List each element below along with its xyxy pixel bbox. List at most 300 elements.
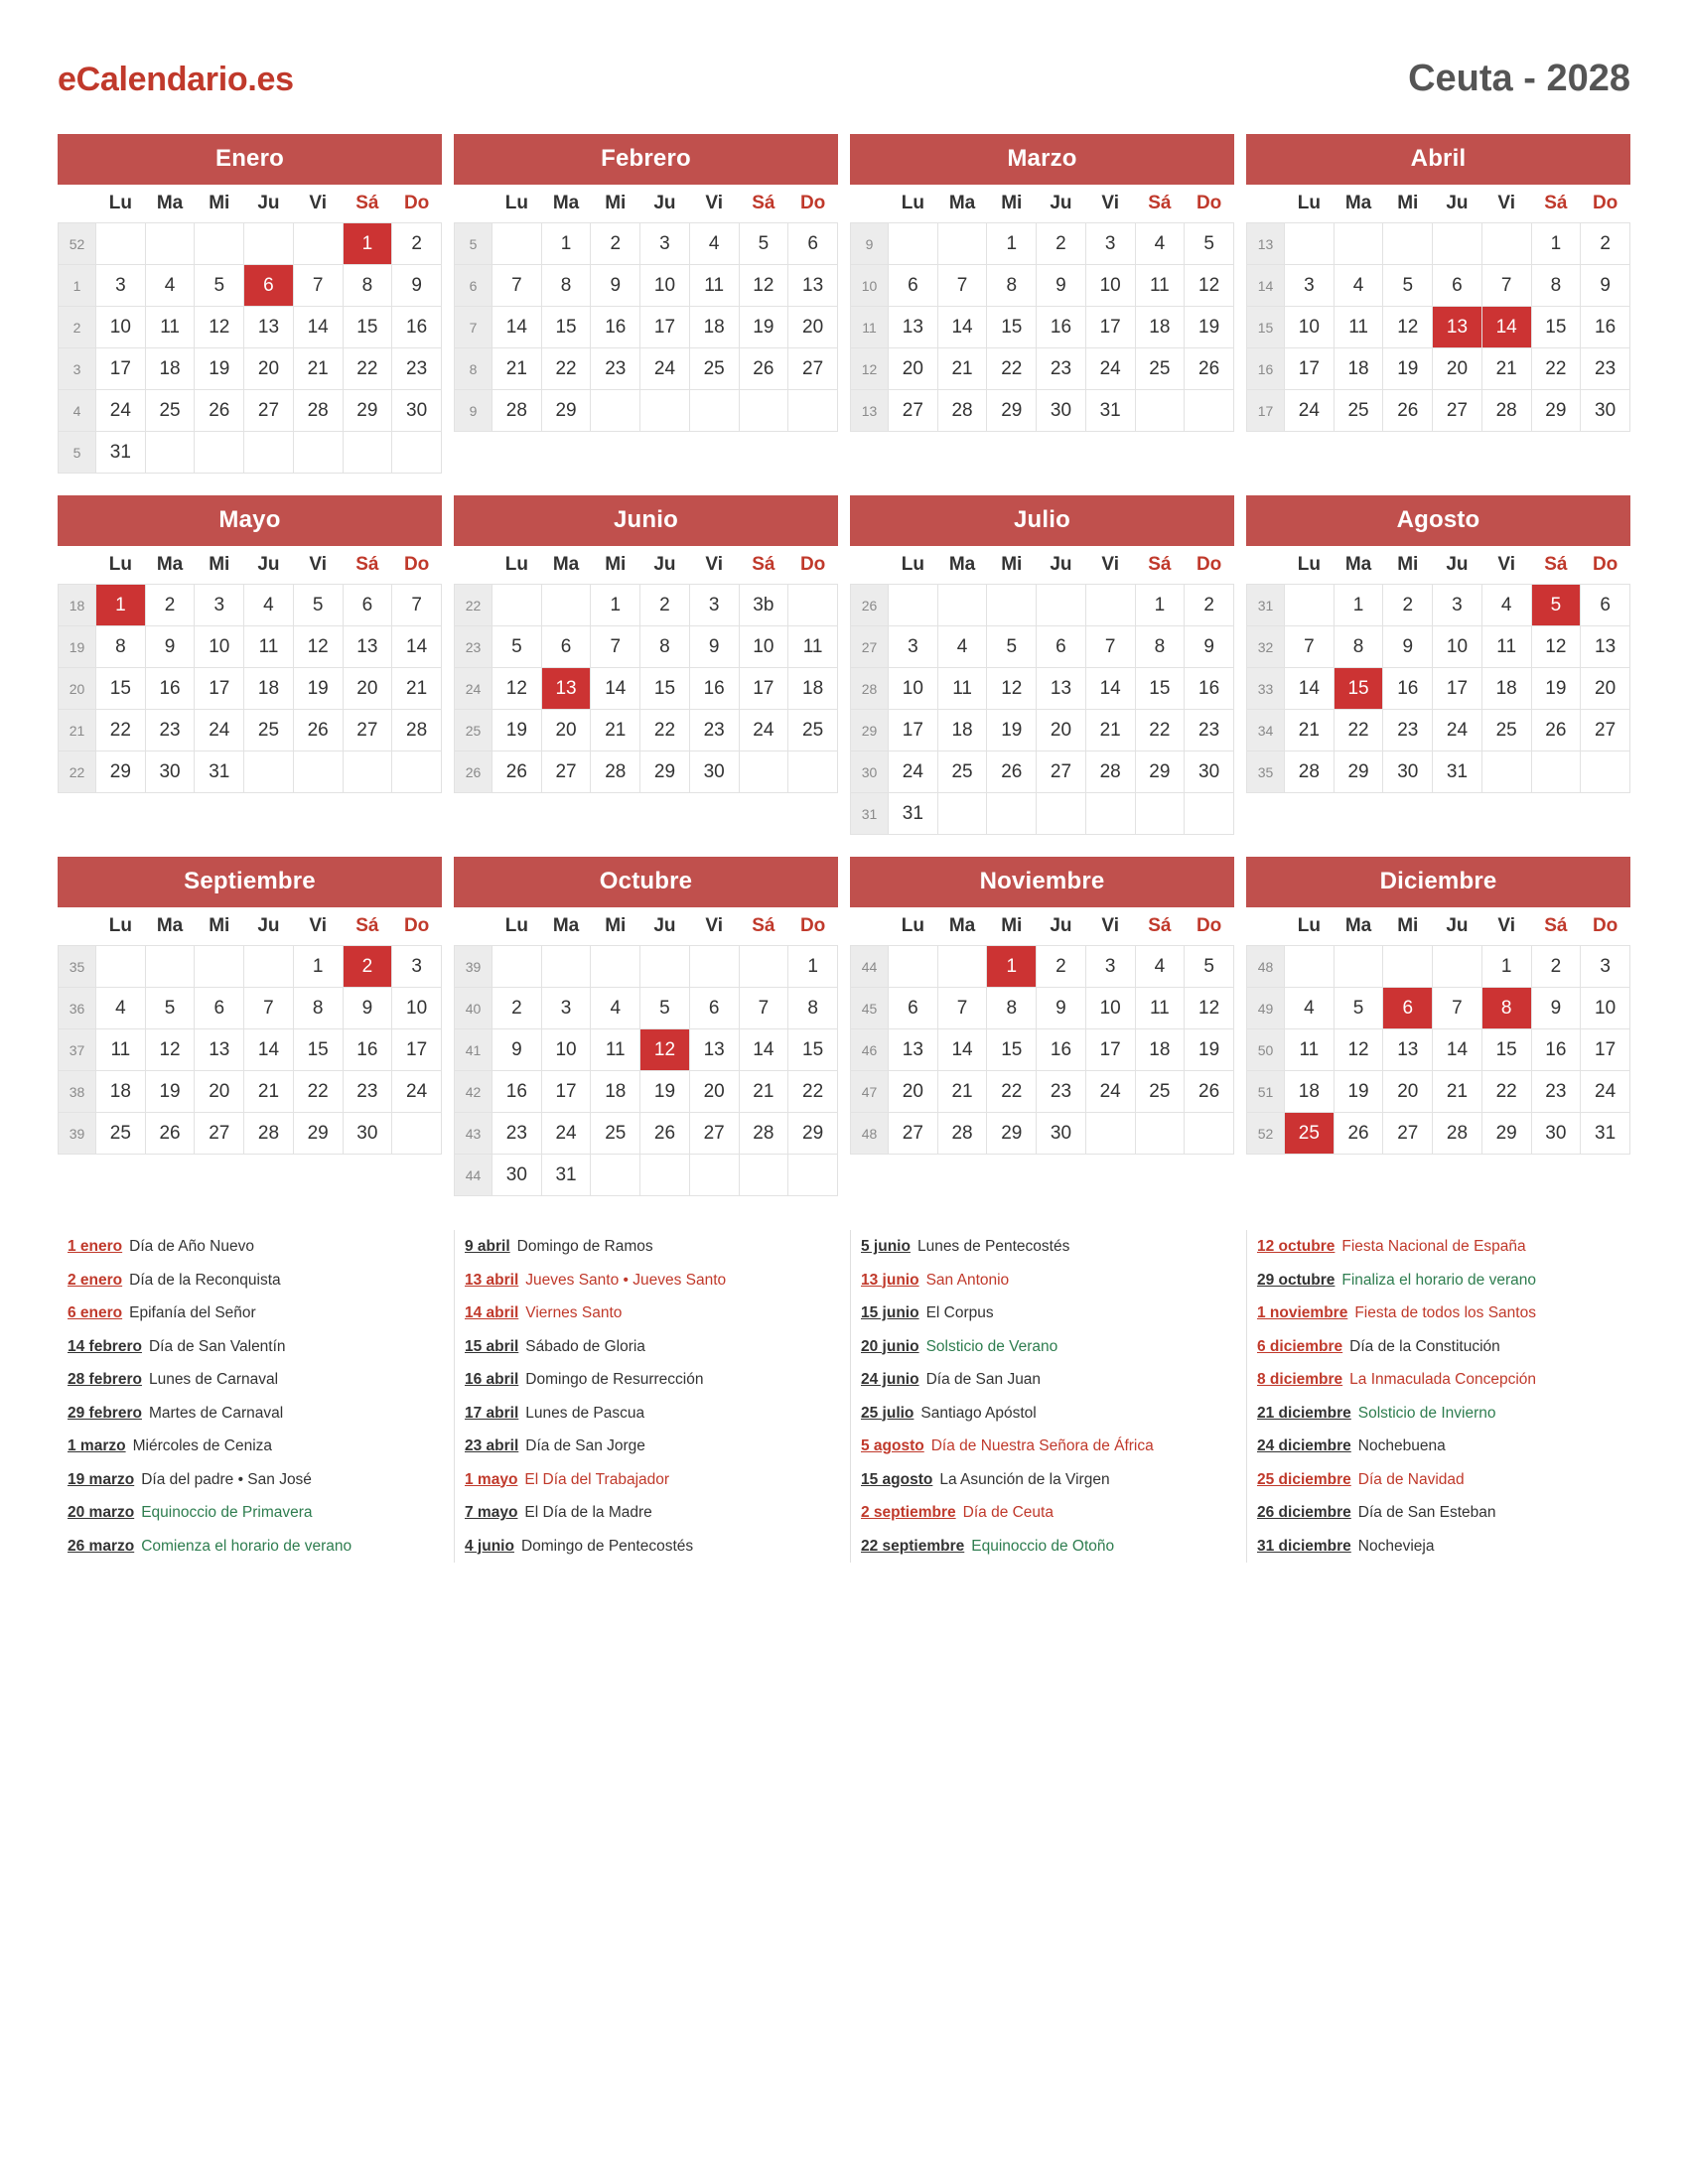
day-cell[interactable]: 15	[788, 1029, 838, 1071]
holiday-day-cell[interactable]: 14	[1481, 307, 1531, 348]
day-cell[interactable]: 8	[1135, 626, 1185, 668]
day-cell[interactable]: 5	[1334, 988, 1383, 1029]
holiday-day-cell[interactable]: 13	[541, 668, 591, 710]
legend-item-date[interactable]: 1 mayo	[465, 1470, 518, 1488]
day-cell[interactable]: 30	[1531, 1113, 1581, 1155]
holiday-day-cell[interactable]: 13	[1433, 307, 1482, 348]
day-cell[interactable]: 25	[937, 751, 987, 793]
day-cell[interactable]: 3	[889, 626, 938, 668]
day-cell[interactable]: 18	[689, 307, 739, 348]
day-cell[interactable]: 14	[392, 626, 442, 668]
day-cell[interactable]: 21	[1481, 348, 1531, 390]
day-cell[interactable]: 11	[1334, 307, 1383, 348]
day-cell[interactable]: 27	[1581, 710, 1630, 751]
day-cell[interactable]: 22	[1531, 348, 1581, 390]
day-cell[interactable]: 2	[640, 585, 690, 626]
day-cell[interactable]: 2	[591, 223, 640, 265]
day-cell[interactable]: 13	[1581, 626, 1630, 668]
day-cell[interactable]: 1	[591, 585, 640, 626]
day-cell[interactable]: 11	[689, 265, 739, 307]
day-cell[interactable]: 26	[1383, 390, 1433, 432]
day-cell[interactable]: 4	[689, 223, 739, 265]
holiday-day-cell[interactable]: 6	[244, 265, 294, 307]
day-cell[interactable]: 18	[244, 668, 294, 710]
day-cell[interactable]: 18	[96, 1071, 146, 1113]
legend-item-date[interactable]: 24 junio	[861, 1371, 919, 1388]
day-cell[interactable]: 8	[1334, 626, 1383, 668]
day-cell[interactable]: 3	[689, 585, 739, 626]
day-cell[interactable]: 28	[244, 1113, 294, 1155]
day-cell[interactable]: 1	[987, 223, 1037, 265]
day-cell[interactable]: 20	[689, 1071, 739, 1113]
day-cell[interactable]: 25	[788, 710, 838, 751]
legend-item-date[interactable]: 25 diciembre	[1257, 1470, 1351, 1488]
day-cell[interactable]: 30	[1185, 751, 1234, 793]
day-cell[interactable]: 7	[1285, 626, 1335, 668]
day-cell[interactable]: 6	[689, 988, 739, 1029]
day-cell[interactable]: 17	[1085, 1029, 1135, 1071]
legend-item-date[interactable]: 15 abril	[465, 1337, 519, 1355]
day-cell[interactable]: 29	[541, 390, 591, 432]
day-cell[interactable]: 31	[1433, 751, 1482, 793]
day-cell[interactable]: 25	[1135, 348, 1185, 390]
legend-item-date[interactable]: 20 junio	[861, 1337, 919, 1355]
day-cell[interactable]: 18	[788, 668, 838, 710]
day-cell[interactable]: 4	[145, 265, 195, 307]
day-cell[interactable]: 28	[591, 751, 640, 793]
day-cell[interactable]: 28	[1285, 751, 1335, 793]
day-cell[interactable]: 30	[1383, 751, 1433, 793]
day-cell[interactable]: 27	[195, 1113, 244, 1155]
day-cell[interactable]: 11	[145, 307, 195, 348]
day-cell[interactable]: 29	[788, 1113, 838, 1155]
holiday-day-cell[interactable]: 25	[1285, 1113, 1335, 1155]
day-cell[interactable]: 5	[145, 988, 195, 1029]
day-cell[interactable]: 16	[343, 1029, 392, 1071]
day-cell[interactable]: 19	[987, 710, 1037, 751]
day-cell[interactable]: 20	[788, 307, 838, 348]
day-cell[interactable]: 9	[392, 265, 442, 307]
day-cell[interactable]: 2	[1581, 223, 1630, 265]
day-cell[interactable]: 26	[492, 751, 542, 793]
legend-item-date[interactable]: 1 noviembre	[1257, 1304, 1348, 1321]
day-cell[interactable]: 15	[1531, 307, 1581, 348]
day-cell[interactable]: 16	[591, 307, 640, 348]
legend-item-date[interactable]: 4 junio	[465, 1537, 514, 1555]
day-cell[interactable]: 5	[640, 988, 690, 1029]
day-cell[interactable]: 14	[1085, 668, 1135, 710]
day-cell[interactable]: 5	[1185, 946, 1234, 988]
day-cell[interactable]: 1	[1481, 946, 1531, 988]
day-cell[interactable]: 16	[689, 668, 739, 710]
day-cell[interactable]: 16	[1037, 1029, 1086, 1071]
day-cell[interactable]: 21	[937, 348, 987, 390]
day-cell[interactable]: 3	[1581, 946, 1630, 988]
day-cell[interactable]: 19	[1383, 348, 1433, 390]
day-cell[interactable]: 16	[1581, 307, 1630, 348]
holiday-day-cell[interactable]: 15	[1334, 668, 1383, 710]
day-cell[interactable]: 10	[640, 265, 690, 307]
day-cell[interactable]: 21	[937, 1071, 987, 1113]
day-cell[interactable]: 20	[343, 668, 392, 710]
day-cell[interactable]: 20	[541, 710, 591, 751]
day-cell[interactable]: 15	[541, 307, 591, 348]
day-cell[interactable]: 23	[145, 710, 195, 751]
day-cell[interactable]: 28	[492, 390, 542, 432]
legend-item-date[interactable]: 6 diciembre	[1257, 1337, 1343, 1355]
legend-item-date[interactable]: 23 abril	[465, 1437, 519, 1454]
day-cell[interactable]: 9	[689, 626, 739, 668]
day-cell[interactable]: 29	[96, 751, 146, 793]
day-cell[interactable]: 27	[1433, 390, 1482, 432]
day-cell[interactable]: 9	[343, 988, 392, 1029]
day-cell[interactable]: 10	[96, 307, 146, 348]
day-cell[interactable]: 22	[343, 348, 392, 390]
day-cell[interactable]: 18	[1481, 668, 1531, 710]
legend-item-date[interactable]: 1 enero	[68, 1238, 123, 1255]
day-cell[interactable]: 10	[1433, 626, 1482, 668]
day-cell[interactable]: 15	[1481, 1029, 1531, 1071]
day-cell[interactable]: 3	[392, 946, 442, 988]
day-cell[interactable]: 1	[1135, 585, 1185, 626]
day-cell[interactable]: 26	[640, 1113, 690, 1155]
day-cell[interactable]: 13	[343, 626, 392, 668]
legend-item-date[interactable]: 13 abril	[465, 1271, 519, 1289]
day-cell[interactable]: 16	[492, 1071, 542, 1113]
day-cell[interactable]: 30	[343, 1113, 392, 1155]
day-cell[interactable]: 4	[1334, 265, 1383, 307]
day-cell[interactable]: 22	[788, 1071, 838, 1113]
day-cell[interactable]: 15	[640, 668, 690, 710]
day-cell[interactable]: 5	[293, 585, 343, 626]
day-cell[interactable]: 1	[788, 946, 838, 988]
legend-item-date[interactable]: 22 septiembre	[861, 1537, 965, 1555]
day-cell[interactable]: 21	[591, 710, 640, 751]
day-cell[interactable]: 25	[1135, 1071, 1185, 1113]
day-cell[interactable]: 19	[145, 1071, 195, 1113]
day-cell[interactable]: 26	[1185, 1071, 1234, 1113]
day-cell[interactable]: 10	[195, 626, 244, 668]
day-cell[interactable]: 20	[889, 348, 938, 390]
legend-item-date[interactable]: 31 diciembre	[1257, 1537, 1351, 1555]
day-cell[interactable]: 12	[1185, 988, 1234, 1029]
day-cell[interactable]: 28	[937, 1113, 987, 1155]
day-cell[interactable]: 13	[1037, 668, 1086, 710]
legend-item-date[interactable]: 5 agosto	[861, 1437, 924, 1454]
day-cell[interactable]: 26	[145, 1113, 195, 1155]
day-cell[interactable]: 23	[689, 710, 739, 751]
day-cell[interactable]: 17	[195, 668, 244, 710]
day-cell[interactable]: 28	[739, 1113, 788, 1155]
day-cell[interactable]: 18	[1334, 348, 1383, 390]
day-cell[interactable]: 27	[343, 710, 392, 751]
day-cell[interactable]: 21	[492, 348, 542, 390]
day-cell[interactable]: 11	[1135, 265, 1185, 307]
day-cell[interactable]: 10	[889, 668, 938, 710]
day-cell[interactable]: 11	[96, 1029, 146, 1071]
day-cell[interactable]: 14	[937, 1029, 987, 1071]
day-cell[interactable]: 2	[492, 988, 542, 1029]
day-cell[interactable]: 17	[889, 710, 938, 751]
day-cell[interactable]: 27	[689, 1113, 739, 1155]
day-cell[interactable]: 12	[145, 1029, 195, 1071]
day-cell[interactable]: 26	[739, 348, 788, 390]
legend-item-date[interactable]: 15 junio	[861, 1304, 919, 1321]
day-cell[interactable]: 17	[541, 1071, 591, 1113]
legend-item-date[interactable]: 16 abril	[465, 1371, 519, 1388]
day-cell[interactable]: 11	[788, 626, 838, 668]
legend-item-date[interactable]: 26 marzo	[68, 1537, 135, 1555]
day-cell[interactable]: 10	[1085, 265, 1135, 307]
day-cell[interactable]: 9	[1185, 626, 1234, 668]
day-cell[interactable]: 1	[293, 946, 343, 988]
day-cell[interactable]: 21	[739, 1071, 788, 1113]
day-cell[interactable]: 3	[195, 585, 244, 626]
day-cell[interactable]: 4	[1481, 585, 1531, 626]
day-cell[interactable]: 20	[195, 1071, 244, 1113]
day-cell[interactable]: 24	[96, 390, 146, 432]
day-cell[interactable]: 31	[96, 432, 146, 474]
day-cell[interactable]: 11	[244, 626, 294, 668]
day-cell[interactable]: 15	[96, 668, 146, 710]
day-cell[interactable]: 24	[541, 1113, 591, 1155]
day-cell[interactable]: 23	[1037, 1071, 1086, 1113]
day-cell[interactable]: 11	[591, 1029, 640, 1071]
day-cell[interactable]: 29	[1531, 390, 1581, 432]
day-cell[interactable]: 12	[1334, 1029, 1383, 1071]
day-cell[interactable]: 6	[1037, 626, 1086, 668]
legend-item-date[interactable]: 9 abril	[465, 1238, 510, 1255]
day-cell[interactable]: 28	[937, 390, 987, 432]
day-cell[interactable]: 8	[293, 988, 343, 1029]
day-cell[interactable]: 22	[293, 1071, 343, 1113]
day-cell[interactable]: 30	[392, 390, 442, 432]
day-cell[interactable]: 28	[1433, 1113, 1482, 1155]
day-cell[interactable]: 7	[739, 988, 788, 1029]
day-cell[interactable]: 1	[1531, 223, 1581, 265]
day-cell[interactable]: 10	[1581, 988, 1630, 1029]
day-cell[interactable]: 24	[1085, 348, 1135, 390]
day-cell[interactable]: 21	[1285, 710, 1335, 751]
day-cell[interactable]: 11	[937, 668, 987, 710]
day-cell[interactable]: 4	[937, 626, 987, 668]
day-cell[interactable]: 17	[1285, 348, 1335, 390]
day-cell[interactable]: 23	[1383, 710, 1433, 751]
day-cell[interactable]: 9	[591, 265, 640, 307]
day-cell[interactable]: 18	[1285, 1071, 1335, 1113]
day-cell[interactable]: 19	[640, 1071, 690, 1113]
day-cell[interactable]: 27	[788, 348, 838, 390]
legend-item-date[interactable]: 14 febrero	[68, 1337, 142, 1355]
legend-item-date[interactable]: 29 octubre	[1257, 1271, 1336, 1289]
day-cell[interactable]: 30	[145, 751, 195, 793]
day-cell[interactable]: 8	[640, 626, 690, 668]
day-cell[interactable]: 14	[293, 307, 343, 348]
legend-item-date[interactable]: 12 octubre	[1257, 1238, 1336, 1255]
day-cell[interactable]: 15	[987, 307, 1037, 348]
day-cell[interactable]: 8	[96, 626, 146, 668]
day-cell[interactable]: 22	[987, 1071, 1037, 1113]
day-cell[interactable]: 23	[1581, 348, 1630, 390]
legend-item-date[interactable]: 28 febrero	[68, 1371, 142, 1388]
day-cell[interactable]: 19	[492, 710, 542, 751]
legend-item-date[interactable]: 19 marzo	[68, 1470, 135, 1488]
day-cell[interactable]: 25	[1334, 390, 1383, 432]
day-cell[interactable]: 29	[987, 390, 1037, 432]
day-cell[interactable]: 26	[1531, 710, 1581, 751]
holiday-day-cell[interactable]: 1	[343, 223, 392, 265]
day-cell[interactable]: 7	[1433, 988, 1482, 1029]
day-cell[interactable]: 7	[392, 585, 442, 626]
day-cell[interactable]: 23	[492, 1113, 542, 1155]
day-cell[interactable]: 24	[1433, 710, 1482, 751]
day-cell[interactable]: 12	[1185, 265, 1234, 307]
day-cell[interactable]: 22	[640, 710, 690, 751]
day-cell[interactable]: 7	[244, 988, 294, 1029]
day-cell[interactable]: 27	[1037, 751, 1086, 793]
holiday-day-cell[interactable]: 1	[987, 946, 1037, 988]
day-cell[interactable]: 16	[1037, 307, 1086, 348]
day-cell[interactable]: 12	[987, 668, 1037, 710]
day-cell[interactable]: 15	[1135, 668, 1185, 710]
day-cell[interactable]: 5	[492, 626, 542, 668]
day-cell[interactable]: 23	[1037, 348, 1086, 390]
day-cell[interactable]: 18	[145, 348, 195, 390]
day-cell[interactable]: 29	[1481, 1113, 1531, 1155]
legend-item-date[interactable]: 1 marzo	[68, 1437, 126, 1454]
day-cell[interactable]: 19	[293, 668, 343, 710]
day-cell[interactable]: 17	[1433, 668, 1482, 710]
day-cell[interactable]: 17	[1581, 1029, 1630, 1071]
day-cell[interactable]: 16	[145, 668, 195, 710]
day-cell[interactable]: 4	[1135, 946, 1185, 988]
day-cell[interactable]: 2	[1185, 585, 1234, 626]
day-cell[interactable]: 9	[1531, 988, 1581, 1029]
day-cell[interactable]: 5	[1383, 265, 1433, 307]
day-cell[interactable]: 26	[987, 751, 1037, 793]
day-cell[interactable]: 5	[1185, 223, 1234, 265]
day-cell[interactable]: 2	[1531, 946, 1581, 988]
day-cell[interactable]: 18	[591, 1071, 640, 1113]
day-cell[interactable]: 30	[689, 751, 739, 793]
day-cell[interactable]: 6	[889, 988, 938, 1029]
day-cell[interactable]: 3b	[739, 585, 788, 626]
day-cell[interactable]: 25	[96, 1113, 146, 1155]
day-cell[interactable]: 4	[96, 988, 146, 1029]
day-cell[interactable]: 22	[96, 710, 146, 751]
day-cell[interactable]: 26	[195, 390, 244, 432]
day-cell[interactable]: 8	[987, 988, 1037, 1029]
day-cell[interactable]: 12	[1531, 626, 1581, 668]
day-cell[interactable]: 16	[392, 307, 442, 348]
day-cell[interactable]: 14	[591, 668, 640, 710]
day-cell[interactable]: 24	[392, 1071, 442, 1113]
day-cell[interactable]: 13	[1383, 1029, 1433, 1071]
day-cell[interactable]: 12	[293, 626, 343, 668]
site-brand[interactable]: eCalendario.es	[58, 61, 294, 98]
day-cell[interactable]: 21	[392, 668, 442, 710]
day-cell[interactable]: 7	[293, 265, 343, 307]
day-cell[interactable]: 23	[343, 1071, 392, 1113]
day-cell[interactable]: 7	[937, 988, 987, 1029]
day-cell[interactable]: 23	[591, 348, 640, 390]
day-cell[interactable]: 18	[1135, 307, 1185, 348]
legend-item-date[interactable]: 25 julio	[861, 1404, 914, 1422]
day-cell[interactable]: 4	[1135, 223, 1185, 265]
day-cell[interactable]: 4	[244, 585, 294, 626]
day-cell[interactable]: 6	[343, 585, 392, 626]
legend-item-date[interactable]: 15 agosto	[861, 1470, 933, 1488]
day-cell[interactable]: 10	[392, 988, 442, 1029]
day-cell[interactable]: 16	[1185, 668, 1234, 710]
day-cell[interactable]: 2	[1037, 223, 1086, 265]
day-cell[interactable]: 10	[739, 626, 788, 668]
day-cell[interactable]: 7	[937, 265, 987, 307]
day-cell[interactable]: 10	[1285, 307, 1335, 348]
day-cell[interactable]: 31	[1085, 390, 1135, 432]
day-cell[interactable]: 15	[987, 1029, 1037, 1071]
day-cell[interactable]: 29	[1135, 751, 1185, 793]
day-cell[interactable]: 27	[889, 390, 938, 432]
day-cell[interactable]: 12	[195, 307, 244, 348]
legend-item-date[interactable]: 14 abril	[465, 1304, 519, 1321]
day-cell[interactable]: 21	[1085, 710, 1135, 751]
day-cell[interactable]: 31	[1581, 1113, 1630, 1155]
day-cell[interactable]: 13	[889, 1029, 938, 1071]
day-cell[interactable]: 22	[987, 348, 1037, 390]
day-cell[interactable]: 9	[1581, 265, 1630, 307]
day-cell[interactable]: 17	[1085, 307, 1135, 348]
day-cell[interactable]: 21	[244, 1071, 294, 1113]
day-cell[interactable]: 17	[96, 348, 146, 390]
day-cell[interactable]: 29	[293, 1113, 343, 1155]
day-cell[interactable]: 22	[541, 348, 591, 390]
day-cell[interactable]: 17	[392, 1029, 442, 1071]
day-cell[interactable]: 3	[1085, 223, 1135, 265]
holiday-day-cell[interactable]: 5	[1531, 585, 1581, 626]
day-cell[interactable]: 8	[788, 988, 838, 1029]
day-cell[interactable]: 25	[689, 348, 739, 390]
day-cell[interactable]: 4	[591, 988, 640, 1029]
legend-item-date[interactable]: 17 abril	[465, 1404, 519, 1422]
day-cell[interactable]: 1	[1334, 585, 1383, 626]
day-cell[interactable]: 3	[640, 223, 690, 265]
day-cell[interactable]: 27	[1383, 1113, 1433, 1155]
day-cell[interactable]: 7	[492, 265, 542, 307]
day-cell[interactable]: 20	[1433, 348, 1482, 390]
day-cell[interactable]: 11	[1285, 1029, 1335, 1071]
day-cell[interactable]: 12	[492, 668, 542, 710]
day-cell[interactable]: 14	[1285, 668, 1335, 710]
day-cell[interactable]: 30	[492, 1155, 542, 1196]
day-cell[interactable]: 20	[1037, 710, 1086, 751]
day-cell[interactable]: 28	[1085, 751, 1135, 793]
day-cell[interactable]: 28	[293, 390, 343, 432]
day-cell[interactable]: 31	[195, 751, 244, 793]
day-cell[interactable]: 2	[392, 223, 442, 265]
day-cell[interactable]: 13	[889, 307, 938, 348]
day-cell[interactable]: 20	[889, 1071, 938, 1113]
day-cell[interactable]: 9	[145, 626, 195, 668]
day-cell[interactable]: 13	[195, 1029, 244, 1071]
legend-item-date[interactable]: 6 enero	[68, 1304, 123, 1321]
day-cell[interactable]: 21	[1433, 1071, 1482, 1113]
day-cell[interactable]: 30	[1037, 390, 1086, 432]
day-cell[interactable]: 26	[293, 710, 343, 751]
day-cell[interactable]: 19	[739, 307, 788, 348]
day-cell[interactable]: 14	[937, 307, 987, 348]
day-cell[interactable]: 28	[1481, 390, 1531, 432]
